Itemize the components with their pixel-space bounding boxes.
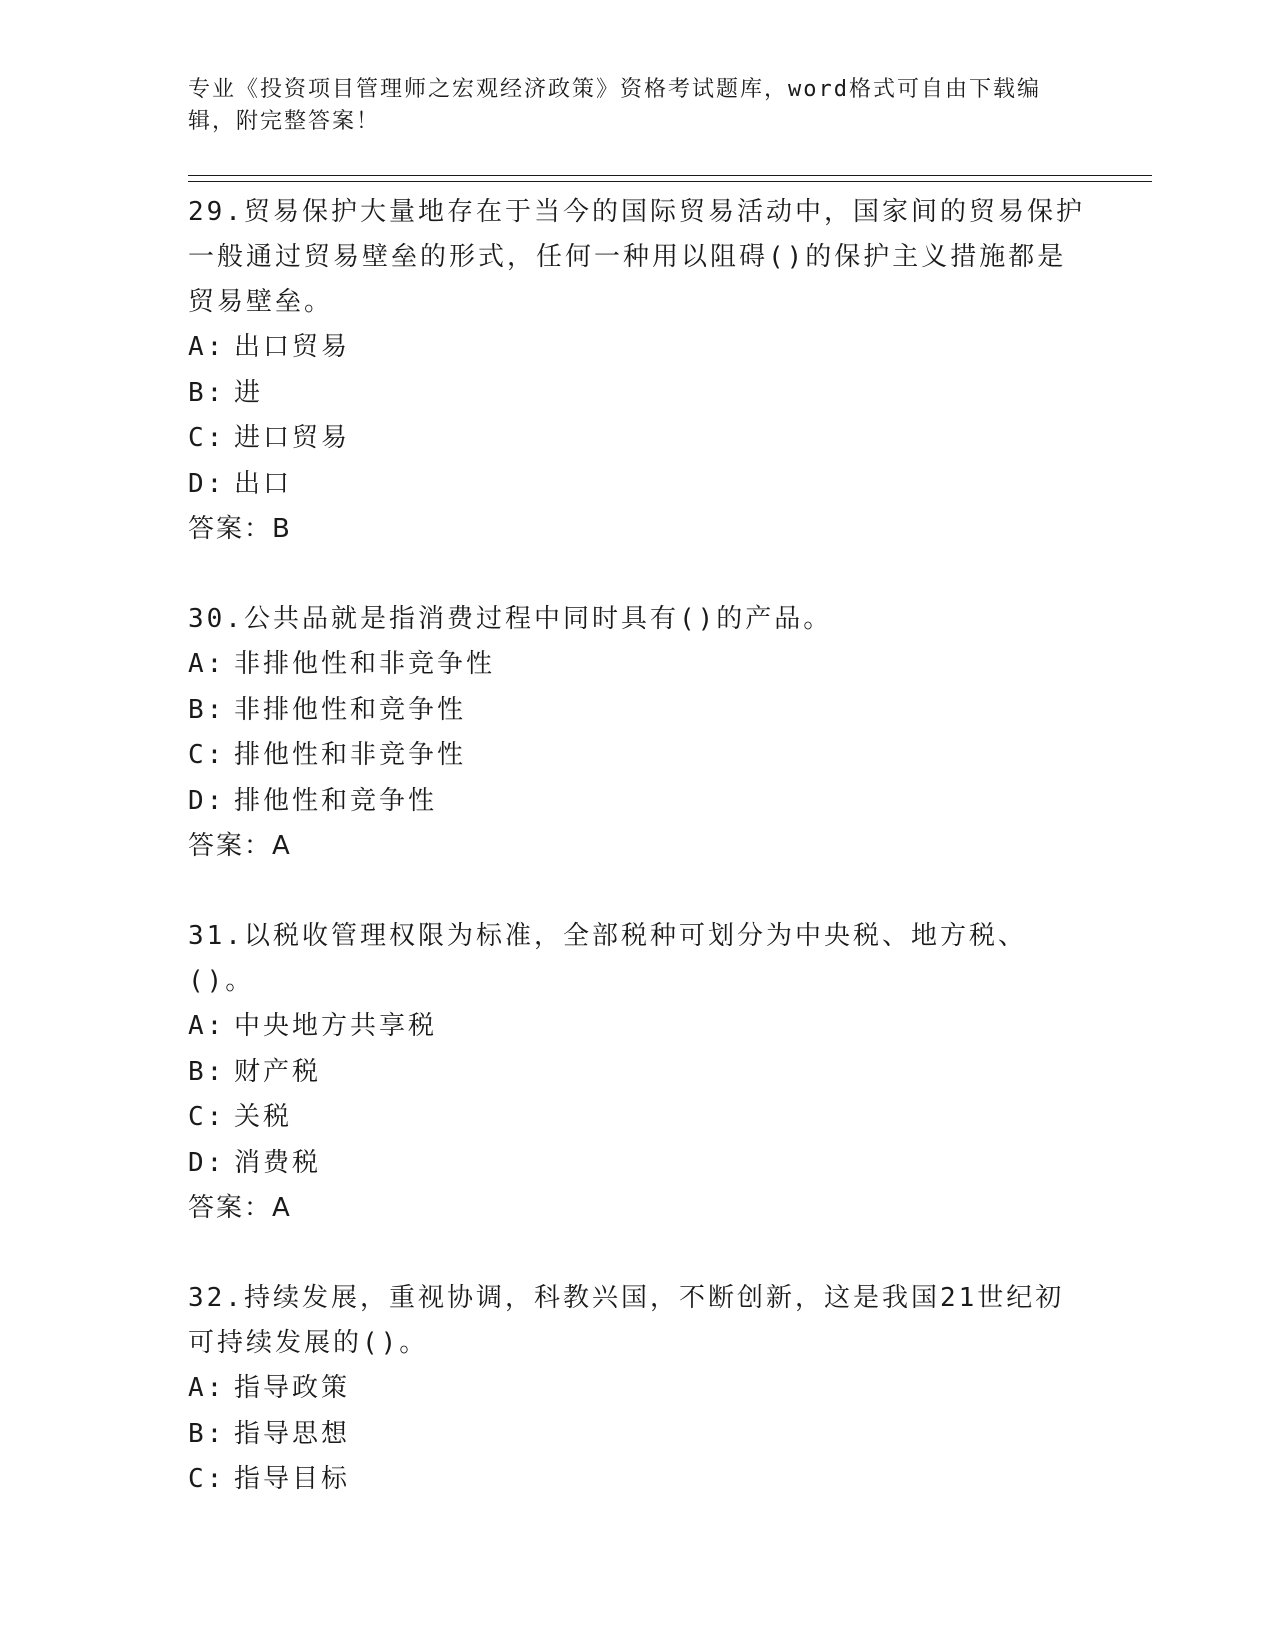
option-d: [188, 779, 1088, 825]
option-text: 指导政策: [234, 1373, 351, 1403]
option-text: 排他性和竞争性: [234, 785, 438, 816]
option-text: 中央地方共享税: [234, 1011, 438, 1041]
option-b: [188, 371, 1088, 417]
spacer: [188, 869, 1088, 914]
option-text: 非排他性和竞争性: [234, 694, 467, 725]
answer-line: 答案：A: [188, 1193, 292, 1223]
option-b: [188, 1412, 1088, 1458]
option-letter: D:: [188, 468, 226, 499]
option-b: [188, 1050, 1088, 1096]
option-letter: B:: [188, 694, 226, 725]
option-text: 出口贸易: [234, 332, 351, 362]
option-text: 进口贸易: [234, 423, 351, 453]
option-text: 排他性和非竞争性: [234, 740, 467, 770]
option-letter: C:: [188, 1464, 226, 1494]
question-list: [188, 190, 1088, 1503]
answer-line: 答案：B: [188, 514, 292, 544]
option-c: [188, 1457, 1088, 1503]
question-stem: 29.贸易保护大量地存在于当今的国际贸易活动中，国家间的贸易保护一般通过贸易壁垒的形式，任何一种用以阻碍()的保护主义措施都是贸易壁垒。: [188, 197, 1085, 317]
option-a: [188, 642, 1088, 688]
option-letter: C:: [188, 740, 226, 770]
question-31: [188, 914, 1088, 1231]
option-b: [188, 688, 1088, 734]
option-letter: D:: [188, 785, 226, 816]
option-letter: B:: [188, 1418, 226, 1449]
option-a: [188, 325, 1088, 371]
spacer: [188, 1231, 1088, 1276]
option-text: 非排他性和非竞争性: [234, 649, 496, 679]
option-a: [188, 1366, 1088, 1412]
option-a: [188, 1004, 1088, 1050]
option-text: 进: [234, 377, 264, 408]
option-text: 指导目标: [234, 1464, 351, 1494]
option-letter: A:: [188, 649, 226, 679]
option-letter: D:: [188, 1147, 226, 1178]
question-30: [188, 597, 1088, 869]
question-stem: 31.以税收管理权限为标准，全部税种可划分为中央税、地方税、()。: [188, 921, 1027, 996]
option-letter: C:: [188, 1102, 226, 1132]
option-text: 财产税: [234, 1056, 322, 1087]
header-divider-bottom: [188, 181, 1152, 182]
question-29: [188, 190, 1088, 552]
option-text: 指导思想: [234, 1418, 351, 1449]
option-letter: A:: [188, 332, 226, 362]
option-letter: B:: [188, 377, 226, 408]
option-c: [188, 1095, 1088, 1141]
option-d: [188, 1141, 1088, 1187]
answer-line: 答案：A: [188, 831, 292, 861]
option-letter: B:: [188, 1056, 226, 1087]
option-d: [188, 462, 1088, 508]
question-stem: 32.持续发展，重视协调，科教兴国，不断创新，这是我国21世纪初可持续发展的()。: [188, 1283, 1065, 1358]
option-letter: A:: [188, 1011, 226, 1041]
option-c: [188, 416, 1088, 462]
spacer: [188, 552, 1088, 597]
option-letter: A:: [188, 1373, 226, 1403]
document-intro: 专业《投资项目管理师之宏观经济政策》资格考试题库，word格式可自由下载编辑，附完整答案！: [188, 77, 1041, 134]
option-c: [188, 733, 1088, 779]
question-32: [188, 1276, 1088, 1503]
question-stem: 30.公共品就是指消费过程中同时具有()的产品。: [188, 604, 833, 634]
header-divider-top: [188, 175, 1152, 176]
option-text: 消费税: [234, 1147, 322, 1178]
option-text: 关税: [234, 1102, 293, 1132]
option-letter: C:: [188, 423, 226, 453]
option-text: 出口: [234, 468, 293, 499]
